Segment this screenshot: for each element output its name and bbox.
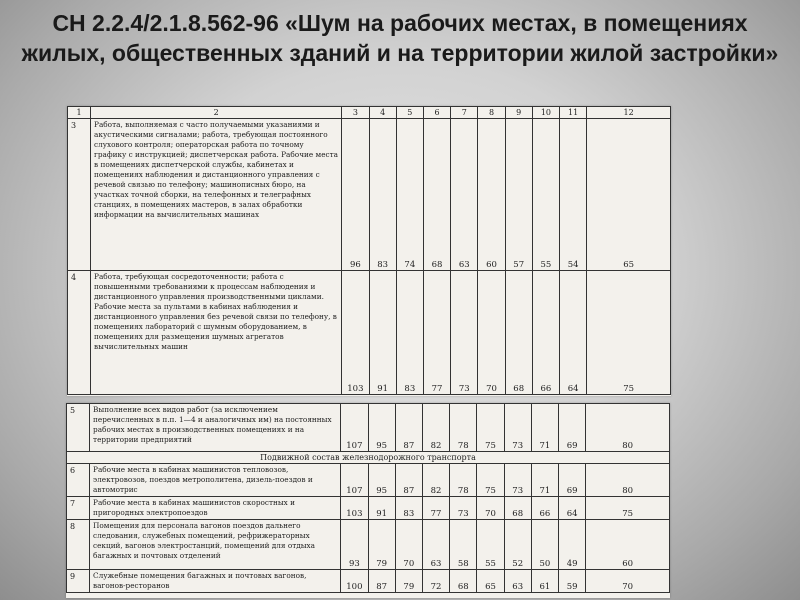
row-description: Выполнение всех видов работ (за исключением перечисленных в п.п. 1—4 и аналогичных им) на постоянных рабочих местах в производственных помещениях и на территории предприятий [90, 404, 341, 452]
value-cell: 73 [450, 497, 477, 520]
header-cell: 8 [478, 107, 505, 119]
value-cell: 75 [477, 464, 504, 497]
value-cell: 83 [395, 497, 422, 520]
header-cell: 6 [423, 107, 450, 119]
value-cell: 70 [477, 497, 504, 520]
value-cell: 77 [422, 497, 449, 520]
value-cell: 66 [531, 497, 558, 520]
noise-norms-table-part1 [67, 106, 671, 395]
value-cell: 75 [586, 497, 670, 520]
value-cell: 52 [504, 520, 531, 570]
header-cell: 12 [587, 107, 671, 119]
value-cell: 82 [422, 464, 449, 497]
scanned-table-top [67, 106, 671, 396]
header-cell: 9 [505, 107, 532, 119]
value-cell: 64 [560, 271, 587, 395]
value-cell: 87 [395, 404, 422, 452]
value-cell: 83 [369, 119, 396, 271]
value-cell: 72 [422, 570, 449, 593]
row-number: 4 [68, 271, 91, 395]
value-cell: 82 [422, 404, 449, 452]
value-cell: 73 [451, 271, 478, 395]
scanned-table-bottom [66, 403, 670, 598]
value-cell: 70 [478, 271, 505, 395]
value-cell: 80 [586, 404, 670, 452]
value-cell: 68 [504, 497, 531, 520]
row-number: 8 [67, 520, 90, 570]
header-cell: 7 [451, 107, 478, 119]
value-cell: 75 [477, 404, 504, 452]
header-cell: 1 [68, 107, 91, 119]
value-cell: 70 [395, 520, 422, 570]
value-cell: 55 [477, 520, 504, 570]
value-cell: 63 [451, 119, 478, 271]
value-cell: 69 [559, 404, 586, 452]
value-cell: 65 [477, 570, 504, 593]
value-cell: 77 [423, 271, 450, 395]
value-cell: 57 [505, 119, 532, 271]
header-cell: 2 [91, 107, 342, 119]
value-cell: 79 [368, 520, 395, 570]
value-cell: 63 [504, 570, 531, 593]
value-cell: 66 [532, 271, 559, 395]
value-cell: 65 [587, 119, 671, 271]
value-cell: 60 [478, 119, 505, 271]
value-cell: 68 [450, 570, 477, 593]
value-cell: 103 [341, 497, 368, 520]
value-cell: 78 [450, 404, 477, 452]
value-cell: 87 [368, 570, 395, 593]
row-description: Работа, требующая сосредоточенности; работа с повышенными требованиями к процессам наблюдения и дистанционного управления производственными циклами. Рабочие места за пультами в кабинах наблюдения и дистанционного управления без речевой связи по телефону, в помещениях лабораторий с шумным оборудованием, в помещениях для размещения шумных агрегатов вычислительных машин [91, 271, 342, 395]
value-cell: 95 [368, 404, 395, 452]
value-cell: 58 [450, 520, 477, 570]
value-cell: 79 [395, 570, 422, 593]
row-description: Служебные помещения багажных и почтовых вагонов, вагонов-ресторанов [90, 570, 341, 593]
value-cell: 69 [559, 464, 586, 497]
header-cell: 11 [560, 107, 587, 119]
value-cell: 75 [587, 271, 671, 395]
row-description: Рабочие места в кабинах машинистов тепловозов, электровозов, поездов метрополитена, дизель-поездов и автомотрис [90, 464, 341, 497]
value-cell: 63 [422, 520, 449, 570]
table-header-row [68, 107, 671, 119]
value-cell: 60 [586, 520, 670, 570]
row-number: 6 [67, 464, 90, 497]
table-row [67, 464, 670, 497]
section-row [67, 452, 670, 464]
value-cell: 50 [531, 520, 558, 570]
value-cell: 91 [369, 271, 396, 395]
value-cell: 83 [396, 271, 423, 395]
noise-norms-table-part2 [66, 403, 670, 593]
value-cell: 95 [368, 464, 395, 497]
value-cell: 55 [532, 119, 559, 271]
value-cell: 103 [342, 271, 369, 395]
value-cell: 73 [504, 404, 531, 452]
table-row [68, 119, 671, 271]
value-cell: 91 [368, 497, 395, 520]
header-cell: 3 [342, 107, 369, 119]
value-cell: 68 [505, 271, 532, 395]
value-cell: 71 [531, 404, 558, 452]
value-cell: 49 [559, 520, 586, 570]
value-cell: 107 [341, 404, 368, 452]
section-heading: Подвижной состав железнодорожного транспорта [67, 452, 670, 464]
value-cell: 87 [395, 464, 422, 497]
value-cell: 71 [531, 464, 558, 497]
value-cell: 78 [450, 464, 477, 497]
value-cell: 73 [504, 464, 531, 497]
table-row [67, 520, 670, 570]
value-cell: 59 [559, 570, 586, 593]
row-number: 5 [67, 404, 90, 452]
value-cell: 68 [423, 119, 450, 271]
slide-title: СН 2.2.4/2.1.8.562-96 «Шум на рабочих местах, в помещениях жилых, общественных зданий и на территории жилой застройки» [21, 10, 779, 66]
value-cell: 54 [560, 119, 587, 271]
header-cell: 5 [396, 107, 423, 119]
table-row [68, 271, 671, 395]
value-cell: 61 [531, 570, 558, 593]
row-number: 3 [68, 119, 91, 271]
value-cell: 64 [559, 497, 586, 520]
row-description: Помещения для персонала вагонов поездов дальнего следования, служебных помещений, рефрижераторных секций, вагонов электростанций, помещений для отдыха багажных и почтовых отделений [90, 520, 341, 570]
row-description: Рабочие места в кабинах машинистов скоростных и пригородных электропоездов [90, 497, 341, 520]
header-cell: 10 [532, 107, 559, 119]
header-cell: 4 [369, 107, 396, 119]
value-cell: 74 [396, 119, 423, 271]
table-row [67, 570, 670, 593]
value-cell: 80 [586, 464, 670, 497]
table-row [67, 497, 670, 520]
value-cell: 70 [586, 570, 670, 593]
row-number: 9 [67, 570, 90, 593]
value-cell: 107 [341, 464, 368, 497]
value-cell: 93 [341, 520, 368, 570]
value-cell: 96 [342, 119, 369, 271]
value-cell: 100 [341, 570, 368, 593]
row-description: Работа, выполняемая с часто получаемыми указаниями и акустическими сигналами; работа, требующая постоянного слухового контроля; операторская работа по точному графику с инструкцией; диспетчерская работа. Рабочие места в помещениях диспетчерской службы, кабинетах и помещениях наблюдения и дистанционного управления с речевой связью по телефону; машинописных бюро, на участках точной сборки, на телефонных и телеграфных станциях, в помещениях мастеров, в залах обработки информации на вычислительных машинах [91, 119, 342, 271]
row-number: 7 [67, 497, 90, 520]
table-row [67, 404, 670, 452]
